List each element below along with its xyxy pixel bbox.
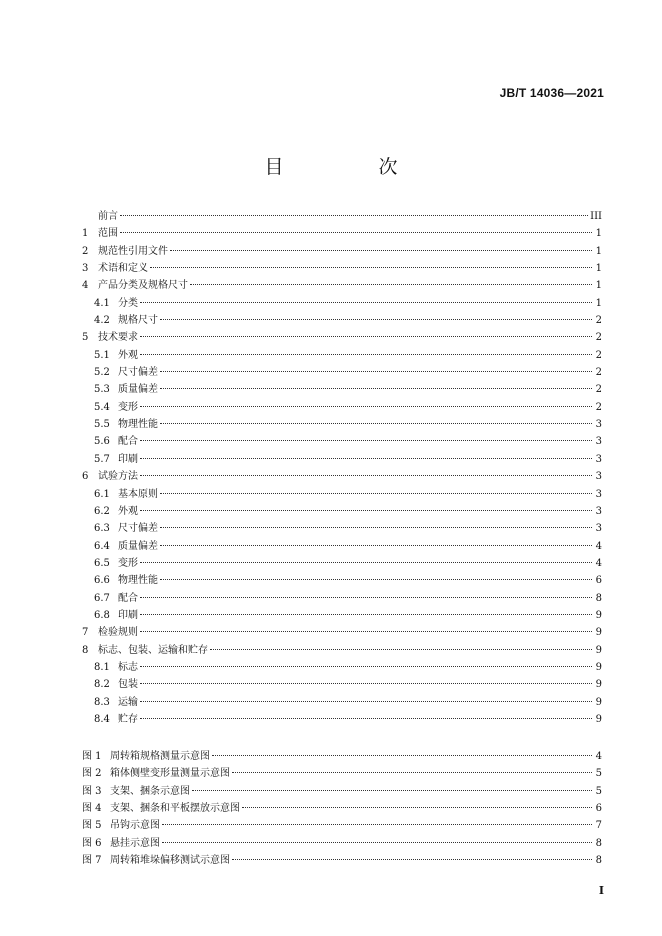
toc-entry[interactable] bbox=[82, 208, 602, 225]
dot-leader bbox=[140, 458, 592, 459]
entry-number: 6.8 bbox=[94, 609, 110, 621]
entry-page: 6 bbox=[595, 575, 602, 587]
dot-leader bbox=[120, 215, 588, 216]
entry-page: III bbox=[590, 211, 602, 222]
dot-leader bbox=[150, 267, 592, 268]
figure-list bbox=[82, 748, 602, 869]
entry-number: 6.3 bbox=[94, 523, 110, 535]
figure-entry[interactable] bbox=[82, 765, 602, 782]
toc-subentry[interactable] bbox=[82, 381, 602, 398]
entry-number: 4.2 bbox=[94, 315, 110, 327]
entry-page: 2 bbox=[595, 384, 602, 396]
entry-label: 物理性能 bbox=[118, 575, 158, 587]
dot-leader bbox=[140, 683, 592, 684]
entry-label: 贮存 bbox=[118, 713, 138, 725]
dot-leader bbox=[140, 666, 592, 667]
entry-label: 标志、包装、运输和贮存 bbox=[98, 644, 208, 656]
entry-number: 6.5 bbox=[94, 557, 110, 569]
dot-leader bbox=[140, 614, 592, 615]
entry-page: 3 bbox=[595, 488, 602, 500]
toc-subentry[interactable] bbox=[82, 572, 602, 589]
toc-entry[interactable] bbox=[82, 277, 602, 294]
entry-number: 6.1 bbox=[94, 488, 110, 500]
dot-leader bbox=[210, 649, 592, 650]
entry-number: 5.3 bbox=[94, 384, 110, 396]
entry-page: 3 bbox=[595, 453, 602, 465]
entry-number: 4 bbox=[82, 280, 89, 292]
entry-label: 物理性能 bbox=[118, 419, 158, 431]
toc-subentry[interactable] bbox=[82, 451, 602, 468]
entry-label: 包装 bbox=[118, 679, 138, 691]
toc-subentry[interactable] bbox=[82, 694, 602, 711]
entry-label: 配合 bbox=[118, 592, 138, 604]
entry-page: 5 bbox=[595, 768, 602, 780]
entry-number: 5.7 bbox=[94, 453, 110, 465]
toc-subentry[interactable] bbox=[82, 659, 602, 676]
toc-subentry[interactable] bbox=[82, 520, 602, 537]
entry-page: 3 bbox=[595, 471, 602, 483]
entry-number: 图 2 bbox=[82, 768, 102, 780]
entry-label: 基本原则 bbox=[118, 488, 158, 500]
entry-label: 产品分类及规格尺寸 bbox=[98, 280, 188, 292]
dot-leader bbox=[140, 562, 592, 563]
dot-leader bbox=[140, 336, 592, 337]
page-title: 目 次 bbox=[264, 156, 436, 178]
entry-label: 吊钩示意图 bbox=[110, 820, 160, 832]
entry-label: 箱体侧壁变形量测量示意图 bbox=[110, 768, 230, 780]
entry-page: 5 bbox=[595, 785, 602, 797]
entry-page: 8 bbox=[595, 837, 602, 849]
entry-label: 外观 bbox=[118, 505, 138, 517]
toc-subentry[interactable] bbox=[82, 503, 602, 520]
toc-subentry[interactable] bbox=[82, 416, 602, 433]
entry-label: 变形 bbox=[118, 557, 138, 569]
dot-leader bbox=[140, 718, 592, 719]
figure-entry[interactable] bbox=[82, 783, 602, 800]
entry-page: 6 bbox=[595, 803, 602, 815]
entry-page: 9 bbox=[595, 609, 602, 621]
entry-number: 图 3 bbox=[82, 785, 102, 797]
entry-label: 技术要求 bbox=[98, 332, 138, 344]
figure-entry[interactable] bbox=[82, 817, 602, 834]
entry-number: 8.4 bbox=[94, 713, 110, 725]
dot-leader bbox=[212, 755, 592, 756]
entry-number: 8.1 bbox=[94, 661, 110, 673]
entry-page: 2 bbox=[595, 349, 602, 361]
dot-leader bbox=[160, 319, 592, 320]
entry-number: 4.1 bbox=[94, 297, 110, 309]
toc-entry[interactable] bbox=[82, 260, 602, 277]
entry-label: 周转箱规格测量示意图 bbox=[110, 751, 210, 762]
entry-number: 5.4 bbox=[94, 401, 110, 413]
entry-page: 2 bbox=[595, 401, 602, 413]
entry-page: 9 bbox=[595, 696, 602, 708]
entry-label: 悬挂示意图 bbox=[110, 837, 160, 849]
entry-page: 4 bbox=[595, 557, 602, 569]
dot-leader bbox=[140, 510, 592, 511]
entry-number: 6 bbox=[82, 471, 89, 483]
entry-page: 7 bbox=[595, 820, 602, 832]
entry-label: 印刷 bbox=[118, 609, 138, 621]
entry-number: 1 bbox=[82, 228, 89, 240]
toc-subentry[interactable] bbox=[82, 676, 602, 693]
entry-number: 6.6 bbox=[94, 575, 110, 587]
entry-label: 印刷 bbox=[118, 453, 138, 465]
entry-label: 尺寸偏差 bbox=[118, 523, 158, 535]
entry-page: 9 bbox=[595, 661, 602, 673]
entry-label: 分类 bbox=[118, 297, 138, 309]
dot-leader bbox=[170, 250, 592, 251]
dot-leader bbox=[232, 859, 592, 860]
entry-label: 运输 bbox=[118, 696, 138, 708]
toc-subentry[interactable] bbox=[82, 607, 602, 624]
toc-subentry[interactable] bbox=[82, 312, 602, 329]
entry-label: 尺寸偏差 bbox=[118, 367, 158, 379]
toc-entry[interactable] bbox=[82, 642, 602, 659]
entry-page: 9 bbox=[595, 713, 602, 725]
toc-subentry[interactable] bbox=[82, 590, 602, 607]
dot-leader bbox=[160, 545, 592, 546]
toc-subentry[interactable] bbox=[82, 295, 602, 312]
entry-number: 6.4 bbox=[94, 540, 110, 552]
entry-number: 5 bbox=[82, 332, 89, 344]
toc-subentry[interactable] bbox=[82, 364, 602, 381]
entry-page: 1 bbox=[595, 263, 602, 275]
toc-entry[interactable] bbox=[82, 624, 602, 641]
entry-number: 8 bbox=[82, 644, 89, 656]
dot-leader bbox=[190, 284, 592, 285]
dot-leader bbox=[140, 701, 592, 702]
entry-number: 图 6 bbox=[82, 837, 102, 849]
entry-number: 5.6 bbox=[94, 436, 110, 448]
dot-leader bbox=[242, 807, 592, 808]
figure-entry[interactable] bbox=[82, 852, 602, 869]
entry-page: 8 bbox=[595, 592, 602, 604]
entry-number: 图 1 bbox=[82, 751, 102, 762]
entry-number: 8.2 bbox=[94, 679, 110, 691]
entry-label: 规范性引用文件 bbox=[98, 245, 168, 257]
entry-number: 5.2 bbox=[94, 367, 110, 379]
toc-subentry[interactable] bbox=[82, 433, 602, 450]
figure-entry[interactable] bbox=[82, 748, 602, 765]
entry-number: 图 4 bbox=[82, 803, 102, 815]
entry-page: 9 bbox=[595, 627, 602, 639]
entry-label: 质量偏差 bbox=[118, 384, 158, 396]
dot-leader bbox=[140, 406, 592, 407]
entry-page: 1 bbox=[595, 297, 602, 309]
entry-number: 2 bbox=[82, 245, 89, 257]
entry-page: 2 bbox=[595, 332, 602, 344]
entry-label: 试验方法 bbox=[98, 471, 138, 483]
dot-leader bbox=[160, 388, 592, 389]
dot-leader bbox=[160, 579, 592, 580]
entry-page: 2 bbox=[595, 367, 602, 379]
entry-label: 检验规则 bbox=[98, 627, 138, 639]
dot-leader bbox=[160, 493, 592, 494]
dot-leader bbox=[140, 440, 592, 441]
page-number: I bbox=[598, 884, 604, 897]
entry-page: 4 bbox=[595, 751, 602, 762]
entry-page: 9 bbox=[595, 679, 602, 691]
table-of-contents bbox=[82, 208, 602, 728]
dot-leader bbox=[160, 423, 592, 424]
dot-leader bbox=[140, 302, 592, 303]
entry-number: 6.2 bbox=[94, 505, 110, 517]
figure-entry[interactable] bbox=[82, 835, 602, 852]
toc-subentry[interactable] bbox=[82, 347, 602, 364]
dot-leader bbox=[140, 631, 592, 632]
entry-number: 5.5 bbox=[94, 419, 110, 431]
entry-page: 3 bbox=[595, 436, 602, 448]
entry-label: 变形 bbox=[118, 401, 138, 413]
entry-number: 8.3 bbox=[94, 696, 110, 708]
dot-leader bbox=[160, 371, 592, 372]
entry-label: 支架、捆条示意图 bbox=[110, 785, 190, 797]
toc-subentry[interactable] bbox=[82, 711, 602, 728]
entry-label: 前言 bbox=[98, 211, 118, 222]
entry-label: 术语和定义 bbox=[98, 263, 148, 275]
dot-leader bbox=[162, 842, 592, 843]
toc-entry[interactable] bbox=[82, 243, 602, 260]
toc-subentry[interactable] bbox=[82, 399, 602, 416]
standard-code: JB/T 14036—2021 bbox=[499, 86, 604, 100]
entry-page: 3 bbox=[595, 505, 602, 517]
entry-label: 外观 bbox=[118, 349, 138, 361]
entry-page: 3 bbox=[595, 523, 602, 535]
dot-leader bbox=[232, 772, 592, 773]
entry-number: 7 bbox=[82, 627, 89, 639]
dot-leader bbox=[192, 790, 592, 791]
entry-page: 1 bbox=[595, 280, 602, 292]
toc-subentry[interactable] bbox=[82, 486, 602, 503]
entry-page: 1 bbox=[595, 228, 602, 240]
toc-subentry[interactable] bbox=[82, 555, 602, 572]
entry-label: 标志 bbox=[118, 661, 138, 673]
dot-leader bbox=[120, 232, 592, 233]
entry-label: 范围 bbox=[98, 228, 118, 240]
entry-label: 支架、捆条和平板摆放示意图 bbox=[110, 803, 240, 815]
entry-label: 配合 bbox=[118, 436, 138, 448]
figure-entry[interactable] bbox=[82, 800, 602, 817]
entry-page: 9 bbox=[595, 644, 602, 656]
entry-number: 图 7 bbox=[82, 855, 102, 867]
entry-label: 周转箱堆垛偏移测试示意图 bbox=[110, 855, 230, 867]
toc-entry[interactable] bbox=[82, 468, 602, 485]
entry-page: 2 bbox=[595, 315, 602, 327]
entry-number: 5.1 bbox=[94, 349, 110, 361]
toc-entry[interactable] bbox=[82, 225, 602, 242]
entry-page: 4 bbox=[595, 540, 602, 552]
dot-leader bbox=[140, 597, 592, 598]
dot-leader bbox=[162, 824, 592, 825]
entry-page: 8 bbox=[595, 855, 602, 867]
dot-leader bbox=[140, 475, 592, 476]
entry-number: 6.7 bbox=[94, 592, 110, 604]
entry-number: 3 bbox=[82, 263, 89, 275]
entry-label: 质量偏差 bbox=[118, 540, 158, 552]
dot-leader bbox=[160, 527, 592, 528]
entry-number: 图 5 bbox=[82, 820, 102, 832]
entry-label: 规格尺寸 bbox=[118, 315, 158, 327]
dot-leader bbox=[140, 354, 592, 355]
entry-page: 3 bbox=[595, 419, 602, 431]
toc-subentry[interactable] bbox=[82, 538, 602, 555]
toc-entry[interactable] bbox=[82, 329, 602, 346]
entry-page: 1 bbox=[595, 245, 602, 257]
